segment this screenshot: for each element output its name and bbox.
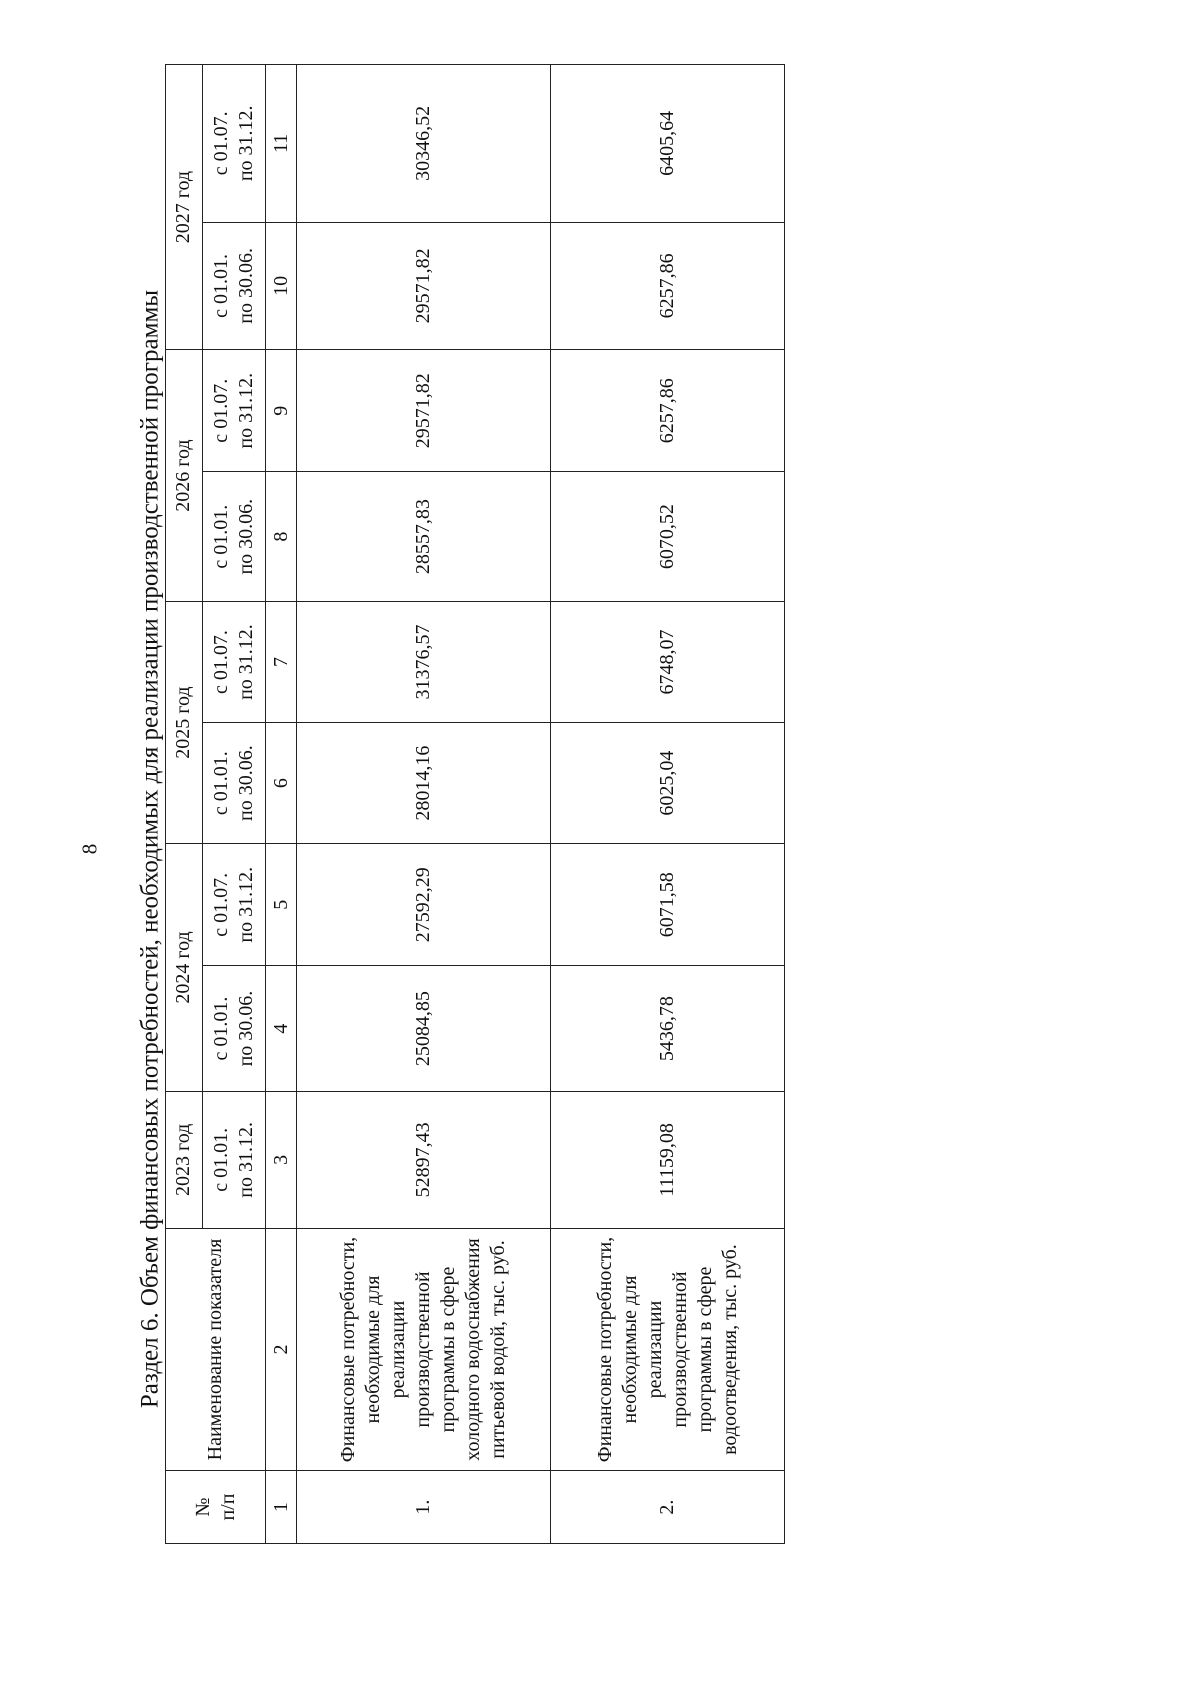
table-row bbox=[551, 65, 785, 1544]
value-2024-h2: 6071,58 bbox=[551, 844, 785, 966]
header-year-2025: 2025 год bbox=[166, 602, 203, 844]
financial-needs-table bbox=[165, 64, 785, 1544]
value-2025-h2: 6748,07 bbox=[551, 602, 785, 723]
section-title: Раздел 6. Объем финансовых потребностей, необходимых для реализации производственной программы bbox=[136, 289, 164, 1409]
row-number: 2. bbox=[551, 1471, 785, 1544]
header-period-2023: с 01.01. по 31.12. bbox=[202, 1091, 266, 1228]
header-year-2024: 2024 год bbox=[166, 844, 203, 1092]
value-2025-h2: 31376,57 bbox=[297, 602, 551, 723]
value-2023: 11159,08 bbox=[551, 1091, 785, 1228]
value-2024-h1: 5436,78 bbox=[551, 966, 785, 1091]
row-name: Финансовые потребности, необходимые для реализации производственной программы в сфере холодного водоснабжения питьевой водой, тыс. руб. bbox=[297, 1228, 551, 1470]
value-2027-h2: 6405,64 bbox=[551, 65, 785, 223]
value-2025-h1: 28014,16 bbox=[297, 723, 551, 844]
page-number: 8 bbox=[77, 843, 102, 855]
value-2026-h1: 28557,83 bbox=[297, 472, 551, 602]
header-year-2027: 2027 год bbox=[166, 65, 203, 350]
value-2027-h1: 6257,86 bbox=[551, 222, 785, 350]
value-2026-h2: 29571,82 bbox=[297, 350, 551, 472]
col-index-4: 4 bbox=[266, 966, 297, 1091]
header-num-cell: № п/п bbox=[166, 1471, 266, 1544]
value-2027-h2: 30346,52 bbox=[297, 65, 551, 223]
header-row-years bbox=[166, 65, 203, 1544]
header-year-2026: 2026 год bbox=[166, 350, 203, 602]
header-period-2024-h1: с 01.01. по 30.06. bbox=[202, 966, 266, 1091]
value-2026-h1: 6070,52 bbox=[551, 472, 785, 602]
row-number: 1. bbox=[297, 1471, 551, 1544]
col-index-1: 1 bbox=[266, 1471, 297, 1544]
header-period-2025-h1: с 01.01. по 30.06. bbox=[202, 723, 266, 844]
value-2025-h1: 6025,04 bbox=[551, 723, 785, 844]
col-index-6: 6 bbox=[266, 723, 297, 844]
col-index-11: 11 bbox=[266, 65, 297, 223]
value-2027-h1: 29571,82 bbox=[297, 222, 551, 350]
column-number-row bbox=[266, 65, 297, 1544]
header-period-2025-h2: с 01.07. по 31.12. bbox=[202, 602, 266, 723]
col-index-8: 8 bbox=[266, 472, 297, 602]
col-index-7: 7 bbox=[266, 602, 297, 723]
table-container bbox=[165, 64, 785, 1544]
header-period-2027-h2: с 01.07. по 31.12. bbox=[202, 65, 266, 223]
col-index-10: 10 bbox=[266, 222, 297, 350]
value-2026-h2: 6257,86 bbox=[551, 350, 785, 472]
header-name-cell: Наименование показателя bbox=[166, 1228, 266, 1470]
col-index-3: 3 bbox=[266, 1091, 297, 1228]
col-index-2: 2 bbox=[266, 1228, 297, 1470]
header-period-2026-h2: с 01.07. по 31.12. bbox=[202, 350, 266, 472]
header-year-2023: 2023 год bbox=[166, 1091, 203, 1228]
table-row bbox=[297, 65, 551, 1544]
col-index-5: 5 bbox=[266, 844, 297, 966]
row-name: Финансовые потребности, необходимые для реализации производственной программы в сфере водоотведения, тыс. руб. bbox=[551, 1228, 785, 1470]
value-2024-h2: 27592,29 bbox=[297, 844, 551, 966]
header-period-2027-h1: с 01.01. по 30.06. bbox=[202, 222, 266, 350]
value-2024-h1: 25084,85 bbox=[297, 966, 551, 1091]
col-index-9: 9 bbox=[266, 350, 297, 472]
value-2023: 52897,43 bbox=[297, 1091, 551, 1228]
header-period-2024-h2: с 01.07. по 31.12. bbox=[202, 844, 266, 966]
header-period-2026-h1: с 01.01. по 30.06. bbox=[202, 472, 266, 602]
